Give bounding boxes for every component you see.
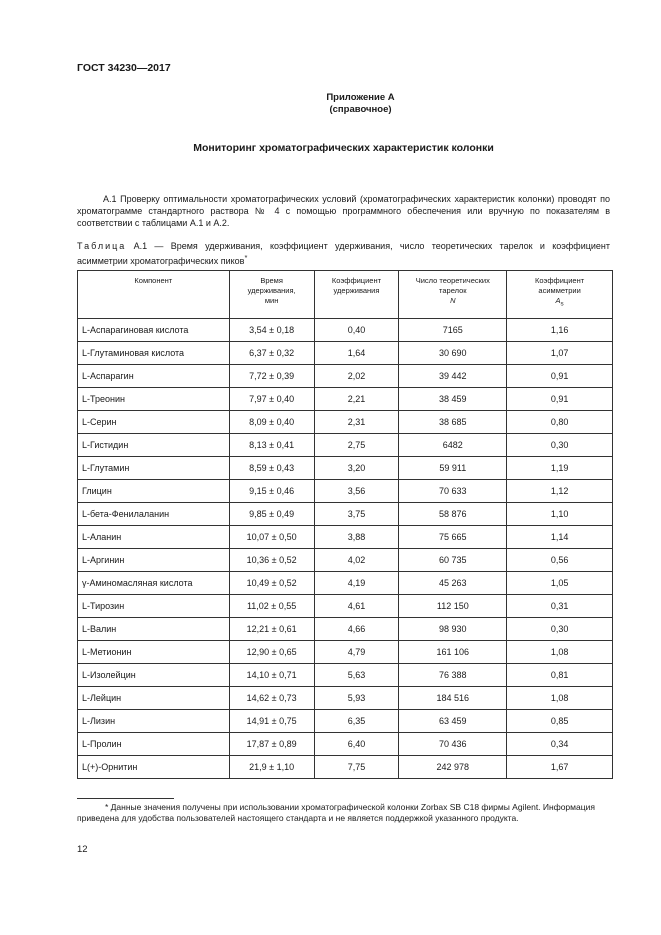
table-row [78,618,613,641]
cell-theoretical-plates: 59 911 [399,457,507,480]
cell-retention-factor: 7,75 [314,756,399,779]
cell-theoretical-plates: 58 876 [399,503,507,526]
cell-asymmetry: 1,07 [507,342,613,365]
cell-component: L-Аспарагин [78,365,230,388]
table-row [78,526,613,549]
cell-theoretical-plates: 242 978 [399,756,507,779]
cell-theoretical-plates: 38 459 [399,388,507,411]
cell-asymmetry: 1,05 [507,572,613,595]
footnote-text: * Данные значения получены при использовании хроматографической колонки Zorbax SB C18 фирмы Agilent. Информация приведена для удобства пользователей настоящего стандарта и не является поддержкой указанного продукта. [77,802,595,823]
cell-theoretical-plates: 184 516 [399,687,507,710]
table-row [78,572,613,595]
cell-retention-time: 14,62 ± 0,73 [229,687,314,710]
table-row [78,388,613,411]
cell-retention-factor: 2,31 [314,411,399,434]
cell-retention-time: 10,36 ± 0,52 [229,549,314,572]
paragraph-text: А.1 Проверку оптимальности хроматографических условий (хроматографических характеристик колонки) проводят по хроматограмме стандартного раствора № 4 с помощью программного обеспечения или вручную по показателям в соответствии с таблицами А.1 и А.2. [77,194,610,228]
cell-retention-time: 7,72 ± 0,39 [229,365,314,388]
cell-asymmetry: 0,91 [507,388,613,411]
table-row [78,342,613,365]
cell-retention-time: 12,90 ± 0,65 [229,641,314,664]
table-row [78,549,613,572]
cell-retention-time: 11,02 ± 0,55 [229,595,314,618]
cell-component: γ-Аминомасляная кислота [78,572,230,595]
cell-component: L-Гистидин [78,434,230,457]
cell-theoretical-plates: 6482 [399,434,507,457]
cell-component: L-Глутамин [78,457,230,480]
cell-retention-factor: 3,56 [314,480,399,503]
cell-theoretical-plates: 76 388 [399,664,507,687]
cell-component: L-Глутаминовая кислота [78,342,230,365]
header-retention-time: Время удерживания, мин [229,271,314,319]
page-number: 12 [77,844,88,855]
cell-theoretical-plates: 63 459 [399,710,507,733]
table-row [78,434,613,457]
footnote-divider [77,798,174,799]
cell-component: L-Лейцин [78,687,230,710]
cell-theoretical-plates: 30 690 [399,342,507,365]
cell-theoretical-plates: 70 633 [399,480,507,503]
cell-asymmetry: 0,81 [507,664,613,687]
caption-label: Таблица [77,241,127,251]
cell-theoretical-plates: 75 665 [399,526,507,549]
cell-retention-factor: 4,61 [314,595,399,618]
cell-component: L-Валин [78,618,230,641]
standard-header: ГОСТ 34230—2017 [77,62,171,74]
table-row [78,595,613,618]
header-retention-factor: Коэффициент удерживания [314,271,399,319]
cell-component: Глицин [78,480,230,503]
cell-theoretical-plates: 98 930 [399,618,507,641]
cell-retention-time: 9,85 ± 0,49 [229,503,314,526]
cell-retention-factor: 1,64 [314,342,399,365]
data-table [77,270,613,779]
table-row [78,319,613,342]
cell-retention-time: 6,37 ± 0,32 [229,342,314,365]
cell-theoretical-plates: 39 442 [399,365,507,388]
cell-component: L-Аспарагиновая кислота [78,319,230,342]
header-component: Компонент [78,271,230,319]
cell-asymmetry: 1,08 [507,687,613,710]
table-row [78,756,613,779]
table-row [78,457,613,480]
cell-retention-factor: 4,79 [314,641,399,664]
cell-retention-time: 14,91 ± 0,75 [229,710,314,733]
cell-theoretical-plates: 38 685 [399,411,507,434]
cell-component: L-Метионин [78,641,230,664]
cell-retention-time: 8,59 ± 0,43 [229,457,314,480]
cell-retention-time: 9,15 ± 0,46 [229,480,314,503]
cell-component: L-Серин [78,411,230,434]
table-header-row [78,271,613,319]
cell-retention-time: 21,9 ± 1,10 [229,756,314,779]
cell-retention-factor: 2,02 [314,365,399,388]
cell-component: L-бета-Фенилаланин [78,503,230,526]
cell-asymmetry: 0,30 [507,618,613,641]
cell-component: L-Аргинин [78,549,230,572]
cell-retention-time: 3,54 ± 0,18 [229,319,314,342]
cell-component: L-Пролин [78,733,230,756]
table-row [78,664,613,687]
cell-asymmetry: 0,31 [507,595,613,618]
cell-retention-time: 8,09 ± 0,40 [229,411,314,434]
cell-retention-factor: 6,40 [314,733,399,756]
cell-asymmetry: 0,56 [507,549,613,572]
cell-asymmetry: 0,34 [507,733,613,756]
cell-asymmetry: 0,30 [507,434,613,457]
cell-asymmetry: 1,19 [507,457,613,480]
table-row [78,411,613,434]
cell-asymmetry: 1,14 [507,526,613,549]
cell-retention-time: 17,87 ± 0,89 [229,733,314,756]
cell-retention-factor: 3,88 [314,526,399,549]
table-row [78,733,613,756]
cell-retention-factor: 6,35 [314,710,399,733]
page-title: Мониторинг хроматографических характеристик колонки [193,142,494,154]
cell-asymmetry: 1,08 [507,641,613,664]
cell-retention-factor: 3,20 [314,457,399,480]
table-row [78,503,613,526]
cell-theoretical-plates: 112 150 [399,595,507,618]
table-row [78,687,613,710]
cell-component: L-Тирозин [78,595,230,618]
cell-retention-time: 8,13 ± 0,41 [229,434,314,457]
cell-retention-time: 12,21 ± 0,61 [229,618,314,641]
cell-retention-time: 10,49 ± 0,52 [229,572,314,595]
cell-retention-factor: 4,02 [314,549,399,572]
table-row [78,710,613,733]
cell-retention-factor: 3,75 [314,503,399,526]
cell-retention-factor: 0,40 [314,319,399,342]
caption-footnote-mark: * [244,253,248,262]
cell-retention-factor: 4,66 [314,618,399,641]
table-row [78,365,613,388]
cell-retention-time: 14,10 ± 0,71 [229,664,314,687]
cell-asymmetry: 0,80 [507,411,613,434]
table-caption [77,240,610,267]
footnote [77,802,615,824]
cell-retention-factor: 2,75 [314,434,399,457]
cell-component: L-Аланин [78,526,230,549]
cell-theoretical-plates: 7165 [399,319,507,342]
cell-component: L-Треонин [78,388,230,411]
cell-retention-time: 10,07 ± 0,50 [229,526,314,549]
cell-retention-factor: 2,21 [314,388,399,411]
cell-asymmetry: 1,67 [507,756,613,779]
cell-retention-time: 7,97 ± 0,40 [229,388,314,411]
body-paragraph [77,193,610,229]
cell-component: L(+)-Орнитин [78,756,230,779]
cell-component: L-Лизин [78,710,230,733]
table-row [78,641,613,664]
cell-theoretical-plates: 60 735 [399,549,507,572]
header-asymmetry: Коэффициент асимметрии $A_s$ [507,271,613,319]
annex-kind: (справочное) [329,104,392,115]
cell-retention-factor: 4,19 [314,572,399,595]
cell-asymmetry: 0,91 [507,365,613,388]
caption-text: А.1 — Время удерживания, коэффициент удерживания, число теоретических тарелок и коэффициент асимметрии хроматографических пиков [77,241,610,266]
cell-theoretical-plates: 161 106 [399,641,507,664]
cell-theoretical-plates: 45 263 [399,572,507,595]
cell-theoretical-plates: 70 436 [399,733,507,756]
cell-component: L-Изолейцин [78,664,230,687]
table-row [78,480,613,503]
cell-asymmetry: 1,16 [507,319,613,342]
annex-heading [280,92,441,116]
cell-asymmetry: 1,12 [507,480,613,503]
cell-asymmetry: 1,10 [507,503,613,526]
cell-retention-factor: 5,93 [314,687,399,710]
annex-label: Приложение А [326,92,395,103]
header-theoretical-plates: Число теоретических тарелок N [399,271,507,319]
cell-retention-factor: 5,63 [314,664,399,687]
cell-asymmetry: 0,85 [507,710,613,733]
